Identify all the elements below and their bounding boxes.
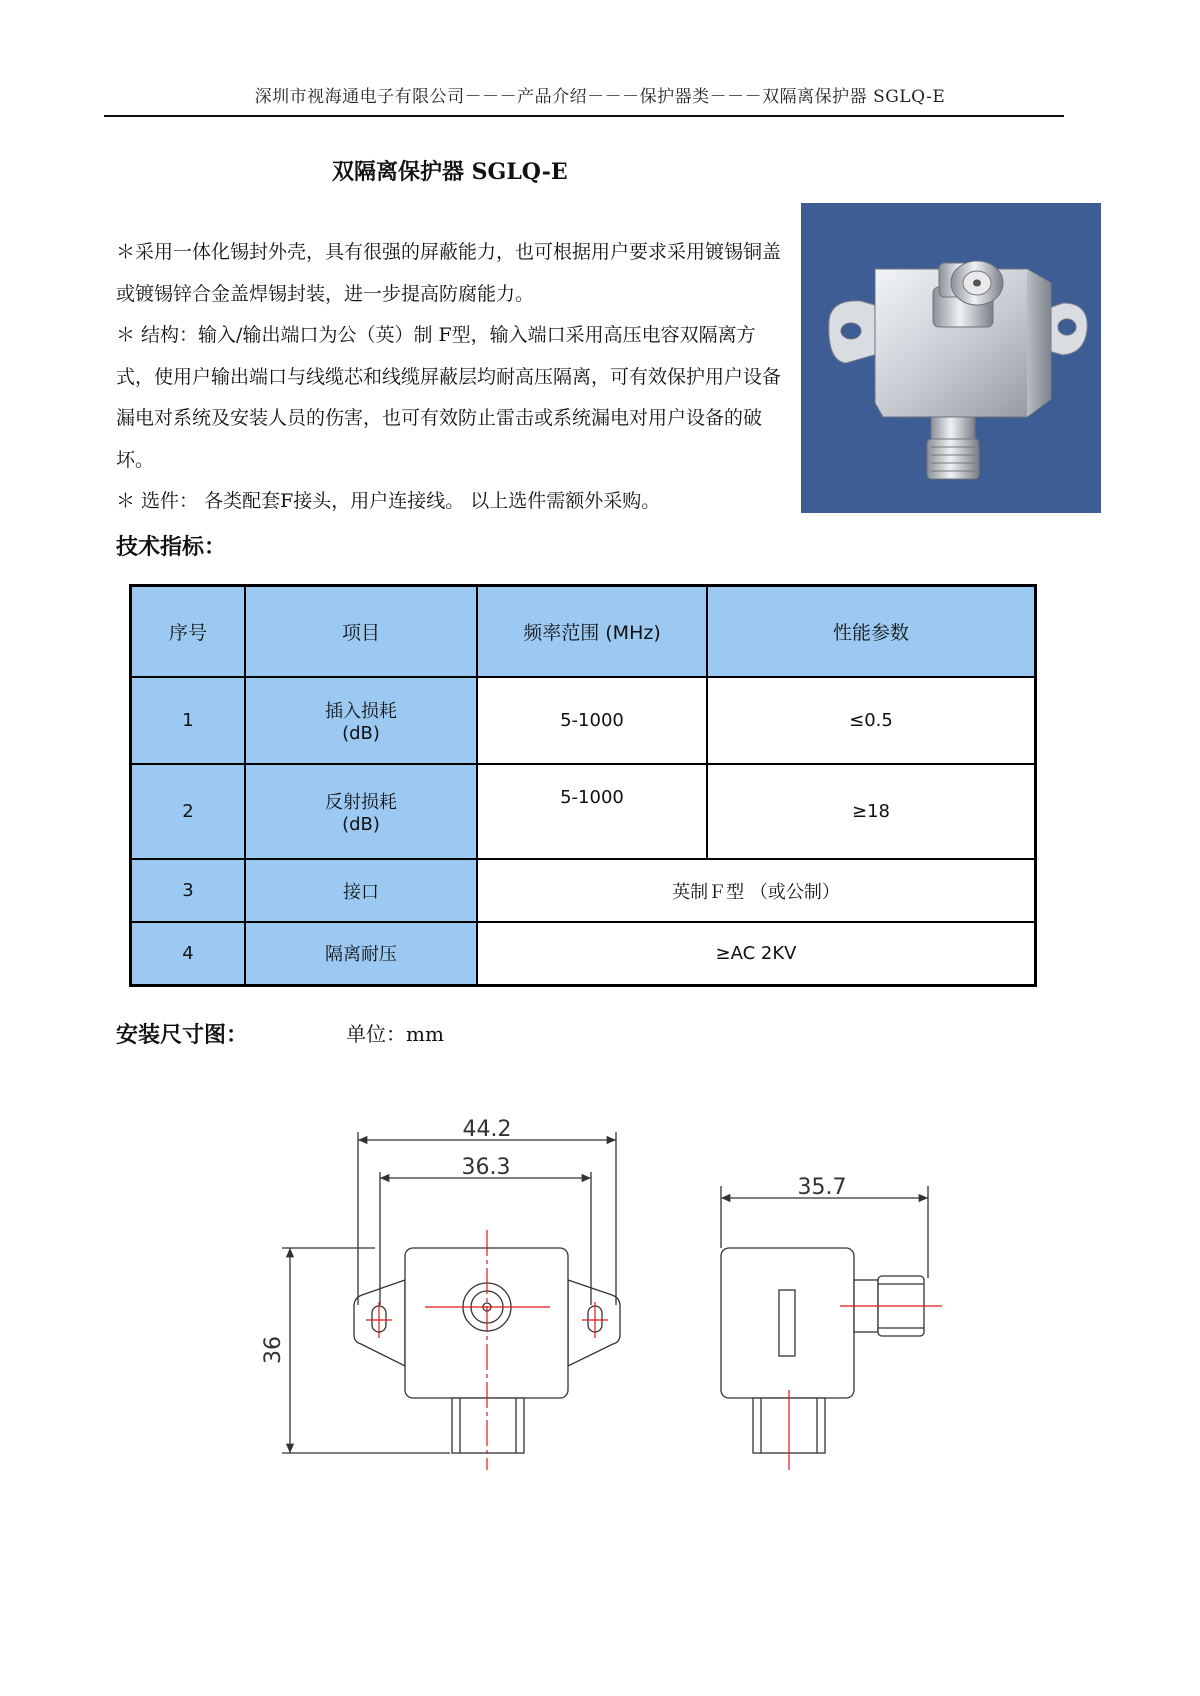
row-value: ≤0.5 bbox=[707, 677, 1036, 764]
installation-drawing bbox=[250, 1110, 970, 1490]
header-divider bbox=[104, 115, 1064, 117]
row-item-label: 插入损耗 bbox=[325, 701, 397, 722]
row-no: 4 bbox=[131, 922, 246, 985]
row-item-unit: (dB) bbox=[342, 723, 380, 744]
table-header-row bbox=[131, 586, 1036, 678]
row-value: ≥AC 2KV bbox=[477, 922, 1036, 985]
row-no: 3 bbox=[131, 859, 246, 922]
feature-structure: ＊ 结构：输入/输出端口为公（英）制 F型，输入端口采用高压电容双隔离方式，使用户输出端口与线缆芯和线缆屏蔽层均耐高压隔离，可有效保护用户设备漏电对系统及安装人员的伤害，也可有效防止雷击或系统漏电对用户设备的破坏。 bbox=[116, 324, 782, 471]
dim-overall-width: 44.2 bbox=[462, 1117, 512, 1142]
row-item bbox=[245, 677, 477, 764]
dim-depth: 35.7 bbox=[797, 1175, 847, 1200]
product-description bbox=[116, 232, 786, 523]
header-no: 序号 bbox=[131, 586, 246, 678]
side-view bbox=[721, 1175, 942, 1470]
feature-shell: ＊采用一体化锡封外壳，具有很强的屏蔽能力，也可根据用户要求采用镀锡铜盖或镀锡锌合金盖焊锡封装，进一步提高防腐能力。 bbox=[116, 241, 782, 305]
row-value: 英制Ｆ型 （或公制） bbox=[477, 859, 1036, 922]
row-no: 1 bbox=[131, 677, 246, 764]
table-row bbox=[131, 859, 1036, 922]
install-section-title: 安装尺寸图： bbox=[116, 1022, 249, 1048]
product-photo bbox=[801, 203, 1101, 513]
spec-table bbox=[129, 584, 1037, 987]
front-view bbox=[261, 1117, 620, 1470]
dim-hole-spacing: 36.3 bbox=[461, 1155, 511, 1180]
row-item: 隔离耐压 bbox=[245, 922, 477, 985]
row-item: 接口 bbox=[245, 859, 477, 922]
spec-section-title: 技术指标： bbox=[116, 534, 227, 560]
feature-options: ＊ 选件： 各类配套F接头，用户连接线。 以上选件需额外采购。 bbox=[116, 490, 661, 512]
row-value: ≥18 bbox=[707, 764, 1036, 859]
header-item: 项目 bbox=[245, 586, 477, 678]
unit-label: 单位：mm bbox=[346, 1022, 444, 1046]
header-value: 性能参数 bbox=[707, 586, 1036, 678]
row-item-unit: (dB) bbox=[342, 814, 380, 835]
table-row bbox=[131, 764, 1036, 859]
row-no: 2 bbox=[131, 764, 246, 859]
page-header: 深圳市视海通电子有限公司－－－产品介绍－－－保护器类－－－双隔离保护器 SGLQ-E bbox=[254, 87, 946, 107]
product-title: 双隔离保护器 SGLQ-E bbox=[332, 159, 568, 185]
table-row bbox=[131, 922, 1036, 985]
row-item bbox=[245, 764, 477, 859]
row-item-label: 反射损耗 bbox=[325, 792, 397, 813]
row-frequency: 5-1000 bbox=[477, 677, 707, 764]
row-frequency: 5-1000 bbox=[477, 764, 707, 859]
table-row bbox=[131, 677, 1036, 764]
header-frequency: 频率范围 (MHz) bbox=[477, 586, 707, 678]
dim-height: 36 bbox=[261, 1336, 286, 1364]
